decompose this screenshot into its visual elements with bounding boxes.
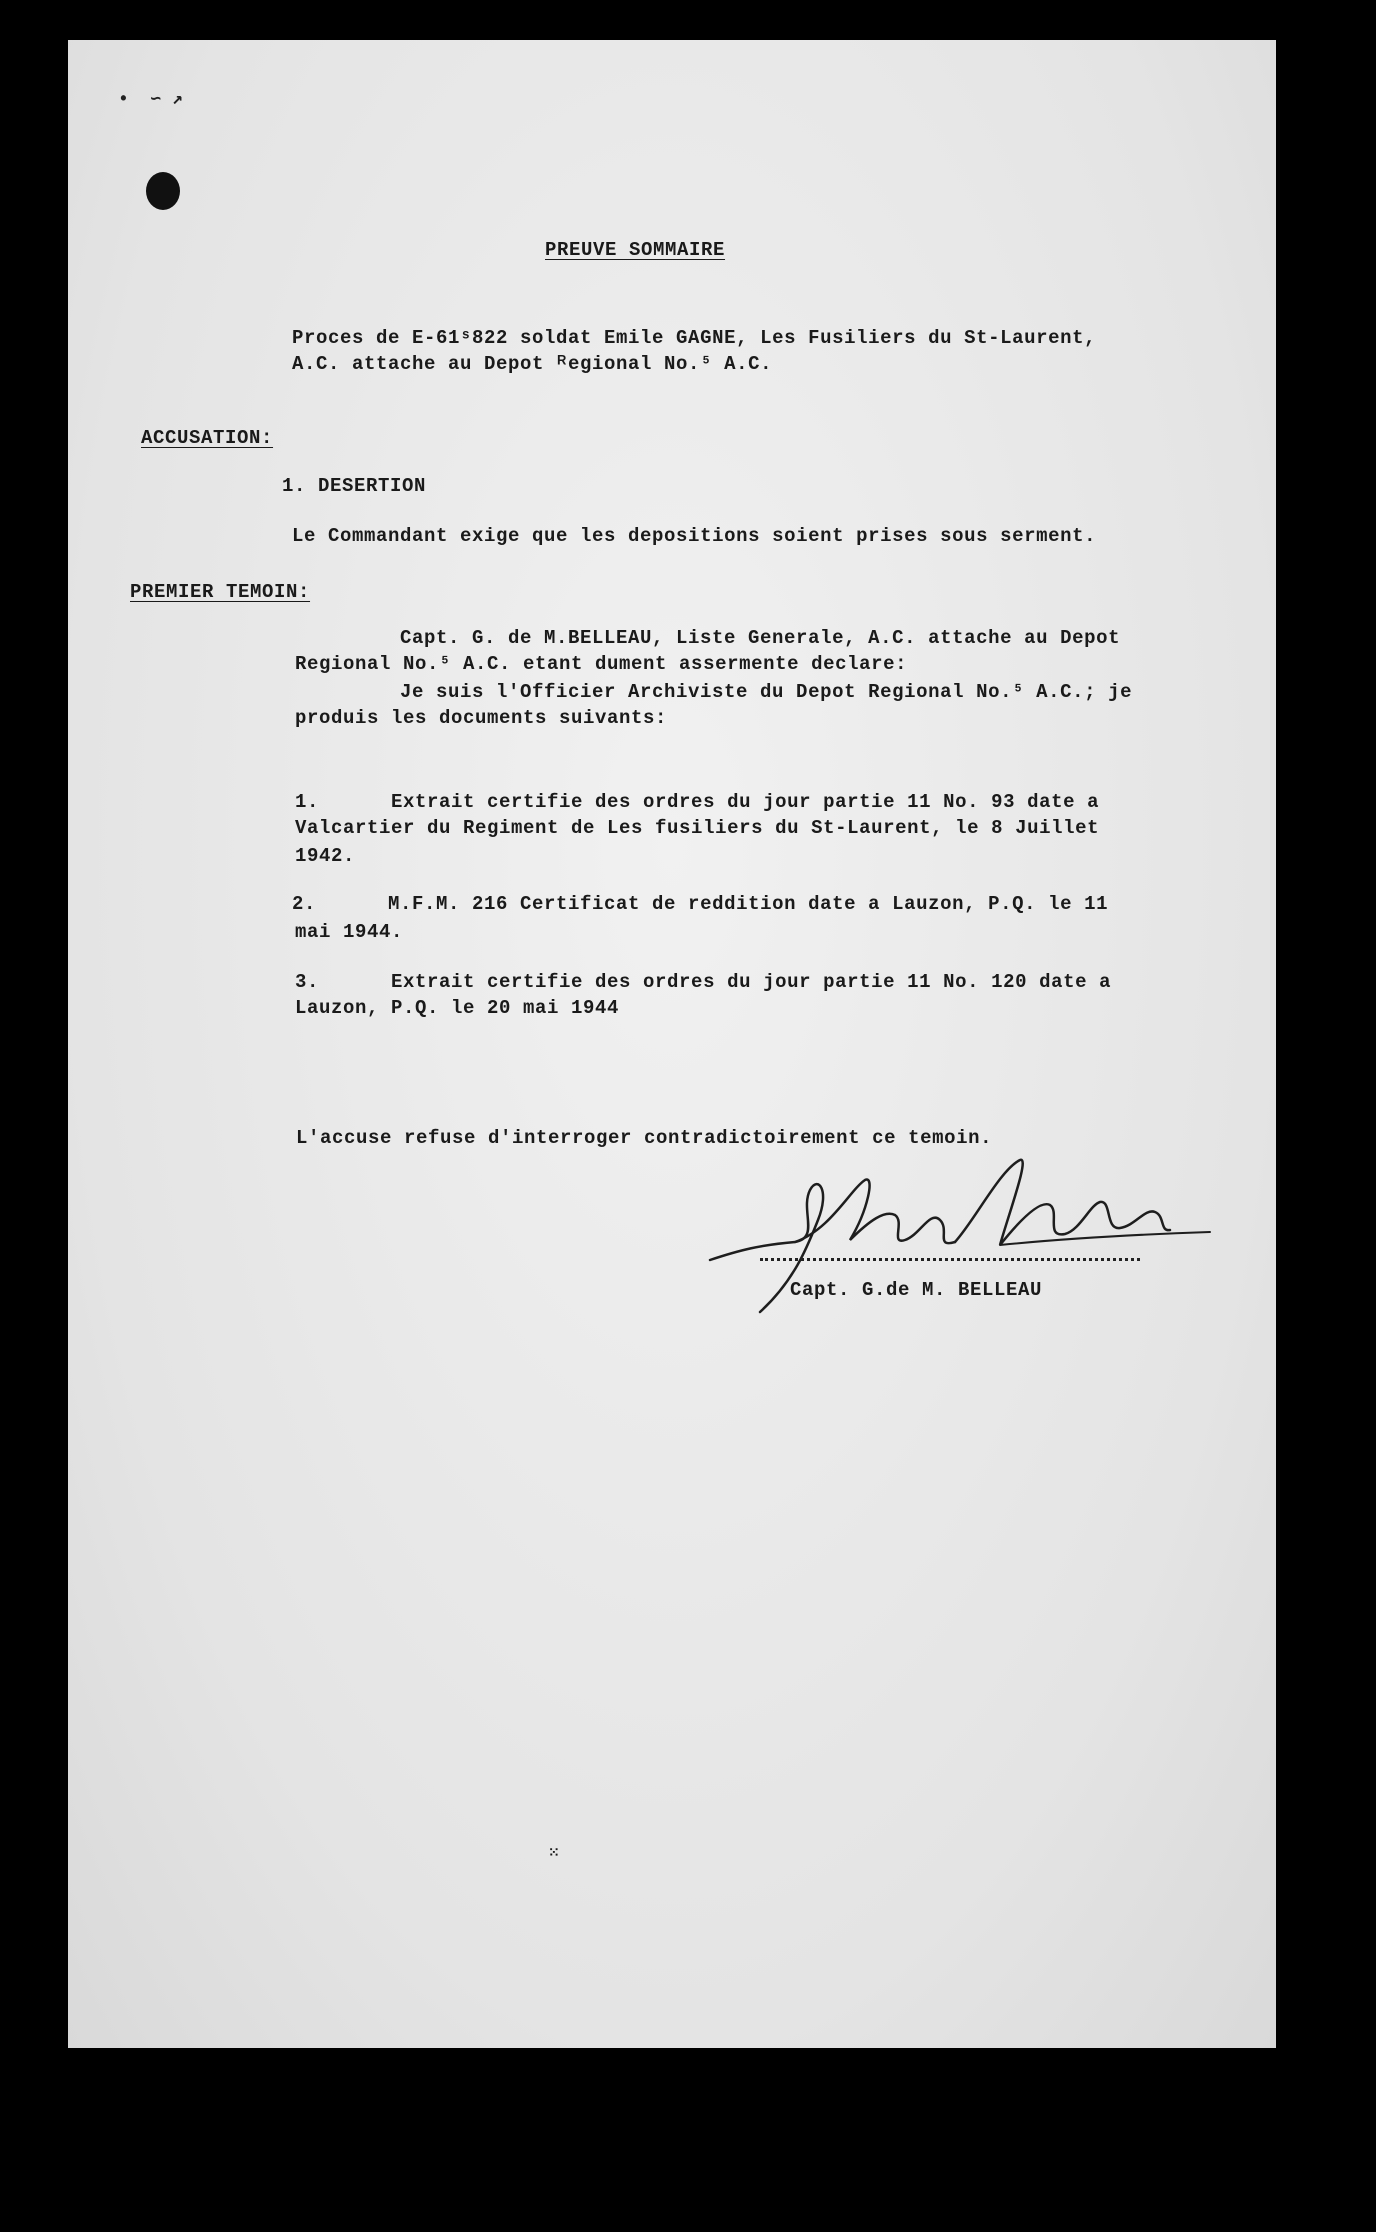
witness-line-2: Regional No.⁵ A.C. etant dument assermente declare:: [295, 653, 908, 675]
witness-heading: PREMIER TEMOIN:: [130, 581, 311, 603]
document-title: PREUVE SOMMAIRE: [545, 239, 726, 261]
document-3-line-2: Lauzon, P.Q. le 20 mai 1944: [295, 997, 620, 1019]
bottom-mark: ⁙: [548, 1846, 561, 1862]
proces-line-1: Proces de E-61ˢ822 soldat Emile GAGNE, Les Fusiliers du St-Laurent,: [292, 327, 1097, 349]
document-1-line-2: Valcartier du Regiment de Les fusiliers du St-Laurent, le 8 Juillet: [295, 817, 1100, 839]
document-2-line-1: 2. M.F.M. 216 Certificat de reddition date a Lauzon, P.Q. le 11: [292, 893, 1109, 915]
refusal-statement: L'accuse refuse d'interroger contradictoirement ce temoin.: [296, 1127, 993, 1149]
punch-hole: [146, 172, 180, 210]
charge-line: 1. DESERTION: [282, 475, 427, 497]
signatory-name: Capt. G.de M. BELLEAU: [790, 1279, 1043, 1301]
document-1-line-1: 1. Extrait certifie des ordres du jour partie 11 No. 93 date a: [295, 791, 1100, 813]
witness-line-3: Je suis l'Officier Archiviste du Depot Regional No.⁵ A.C.; je: [400, 681, 1133, 703]
witness-line-4: produis les documents suivants:: [295, 707, 668, 729]
accusation-heading: ACCUSATION:: [141, 427, 274, 449]
document-1-line-3: 1942.: [295, 845, 356, 867]
document-3-line-1: 3. Extrait certifie des ordres du jour partie 11 No. 120 date a: [295, 971, 1112, 993]
handwritten-signature: [700, 1150, 1220, 1330]
proces-line-2: A.C. attache au Depot ᴿegional No.⁵ A.C.: [292, 353, 773, 375]
signature-line: [760, 1258, 1140, 1261]
document-2-line-2: mai 1944.: [295, 921, 404, 943]
oath-note: Le Commandant exige que les depositions soient prises sous serment.: [292, 525, 1097, 547]
header-marks: • ∽ ↗: [118, 90, 183, 110]
witness-line-1: Capt. G. de M.BELLEAU, Liste Generale, A.C. attache au Depot: [400, 627, 1121, 649]
